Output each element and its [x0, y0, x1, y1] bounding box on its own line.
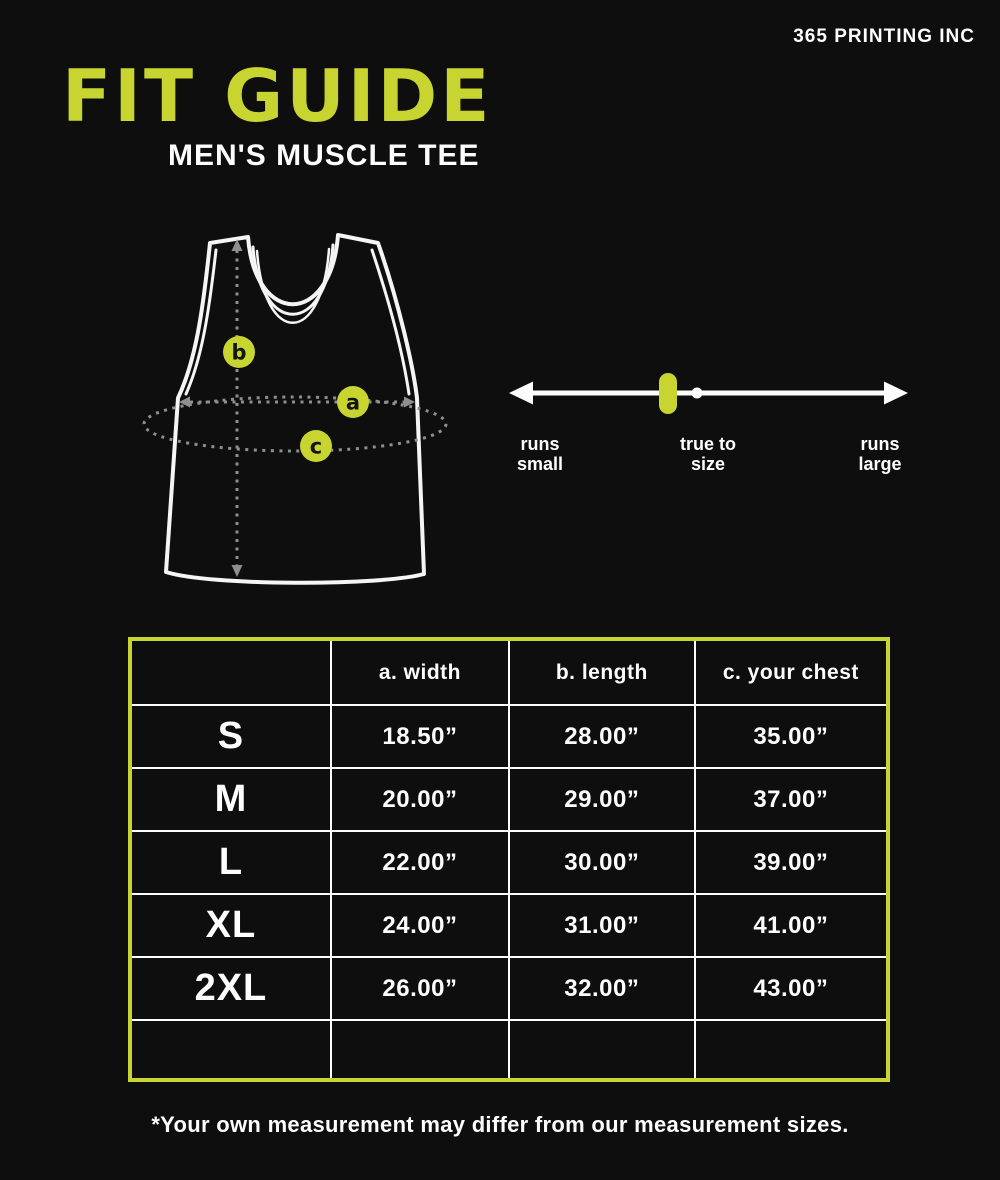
- table-row-empty: [130, 1020, 888, 1080]
- marker-b-label: b: [231, 340, 247, 365]
- size-label: XL: [130, 894, 331, 957]
- marker-a: [337, 386, 369, 418]
- size-label: 2XL: [130, 957, 331, 1020]
- scale-label-true-to-size: true to size: [680, 434, 736, 475]
- chest-value: 43.00”: [695, 957, 888, 1020]
- page-subtitle: MEN'S MUSCLE TEE: [168, 139, 480, 172]
- tee-outline: [166, 235, 424, 583]
- header-chest: c. your chest: [695, 639, 888, 705]
- fit-indicator-marker: [659, 373, 677, 414]
- marker-c-label: c: [309, 434, 323, 459]
- length-value: 31.00”: [509, 894, 695, 957]
- tee-collar-stitch: [257, 249, 329, 323]
- marker-b: [223, 336, 255, 368]
- muscle-tee-diagram: [110, 222, 462, 594]
- table-header-row: [130, 639, 888, 705]
- marker-c: [300, 430, 332, 462]
- header-length: b. length: [509, 639, 695, 705]
- header-width: a. width: [331, 639, 509, 705]
- footnote: *Your own measurement may differ from our measurement sizes.: [151, 1112, 849, 1137]
- page-title: FIT GUIDE: [62, 54, 493, 138]
- length-value: 29.00”: [509, 768, 695, 831]
- scale-arrow-left-icon: [509, 382, 533, 405]
- marker-a-label: a: [345, 390, 361, 415]
- table-row: [130, 894, 888, 957]
- size-label: S: [130, 705, 331, 768]
- chest-value: 37.00”: [695, 768, 888, 831]
- table-row: [130, 768, 888, 831]
- measure-lines: [144, 239, 446, 577]
- chest-value: 41.00”: [695, 894, 888, 957]
- size-label: L: [130, 831, 331, 894]
- length-value: 30.00”: [509, 831, 695, 894]
- fit-scale: [505, 363, 910, 425]
- empty-cell: [695, 1020, 888, 1080]
- scale-label-runs-large: runs large: [858, 434, 902, 475]
- scale-label-runs-small: runs small: [516, 434, 564, 475]
- length-value: 28.00”: [509, 705, 695, 768]
- empty-cell: [130, 1020, 331, 1080]
- width-value: 24.00”: [331, 894, 509, 957]
- scale-center-dot: [692, 388, 703, 399]
- width-value: 26.00”: [331, 957, 509, 1020]
- measure-markers: [223, 336, 369, 462]
- width-value: 22.00”: [331, 831, 509, 894]
- empty-cell: [331, 1020, 509, 1080]
- size-label: M: [130, 768, 331, 831]
- scale-arrow-right-icon: [884, 382, 908, 405]
- brand-name: 365 PRINTING INC: [793, 26, 975, 47]
- width-value: 20.00”: [331, 768, 509, 831]
- length-value: 32.00”: [509, 957, 695, 1020]
- table-row: [130, 957, 888, 1020]
- arrow-down-icon: [232, 565, 243, 577]
- chest-measure-ellipse: [144, 397, 446, 451]
- empty-cell: [509, 1020, 695, 1080]
- chest-value: 39.00”: [695, 831, 888, 894]
- width-value: 18.50”: [331, 705, 509, 768]
- header-size: [130, 639, 331, 705]
- table-row: [130, 831, 888, 894]
- size-chart-table: [128, 637, 890, 1082]
- chest-value: 35.00”: [695, 705, 888, 768]
- table-row: [130, 705, 888, 768]
